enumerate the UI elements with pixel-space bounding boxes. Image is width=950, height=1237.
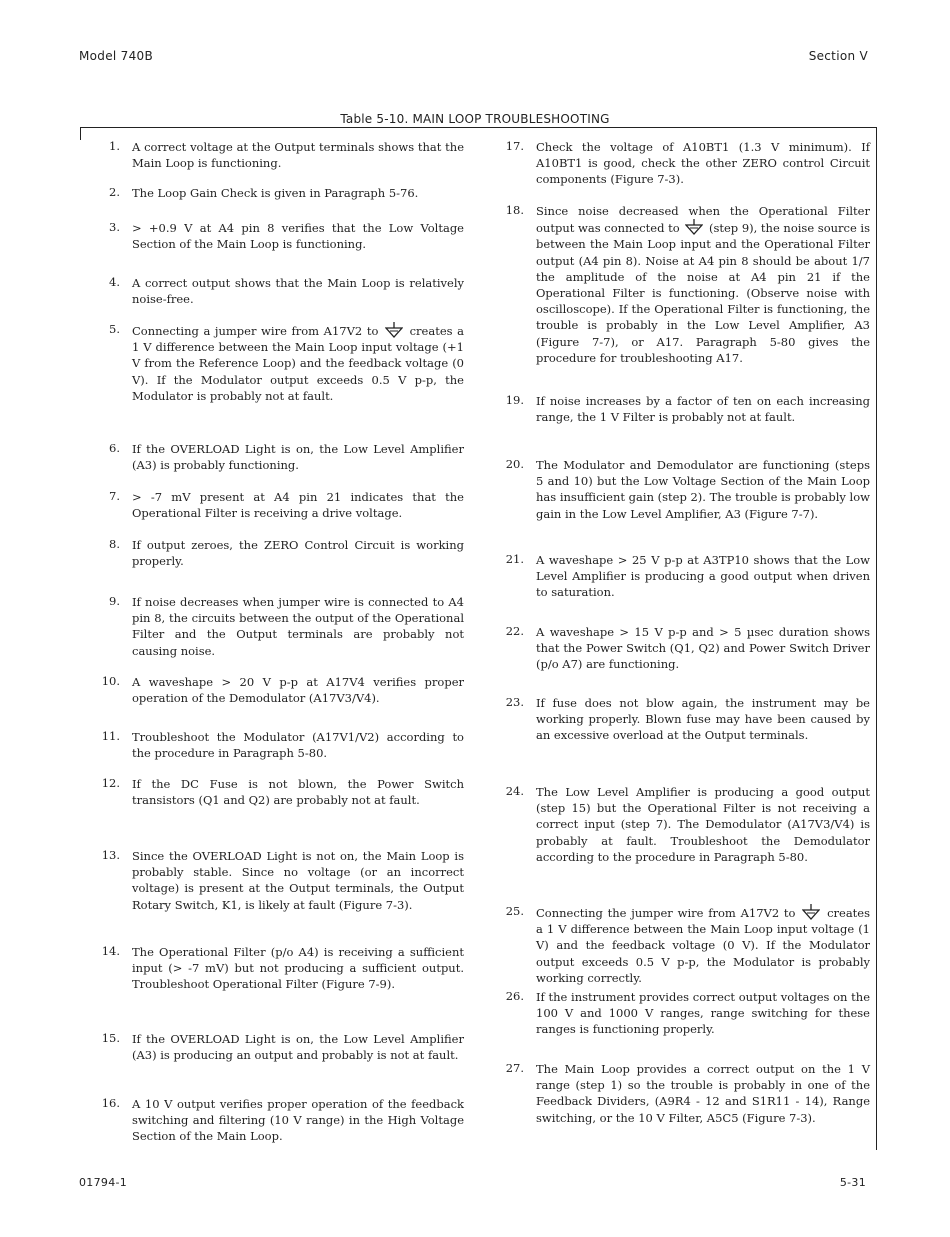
list-item — [86, 944, 464, 993]
list-item — [86, 220, 464, 252]
item-number: 24. — [505, 784, 524, 798]
item-text: Connecting a jumper wire from A17V2 to creates a 1 V difference between the Main Loop input voltage (+1 V from the Reference Loop) and the feedback voltage (0 V). If the Modulator output exceeds 0.5 V p-p, the Modulator is probably not at fault. — [132, 324, 464, 403]
item-text: The Operational Filter (p/o A4) is receiving a sufficient input (> -7 mV) but not producing a sufficient output. Troubleshoot Operational Filter (Figure 7-9). — [132, 945, 464, 992]
list-item — [86, 1096, 464, 1145]
list-item — [86, 848, 464, 913]
section-label: Section V — [808, 49, 868, 63]
item-number: 27. — [505, 1061, 524, 1075]
item-text: A waveshape > 25 V p-p at A3TP10 shows that the Low Level Amplifier is producing a good output when driven to saturation. — [536, 553, 870, 600]
list-item — [498, 695, 870, 744]
document-code: 01794-1 — [79, 1176, 128, 1189]
item-number: 10. — [101, 674, 120, 688]
ground-symbol-icon — [385, 322, 403, 338]
item-text: The Low Level Amplifier is producing a good output (step 15) but the Operational Filter is not receiving a correct input (step 7). The Demodulator (A17V3/V4) is probably at fault. Troubleshoot the Demodulator according to the procedure in Paragraph 5-80. — [536, 785, 870, 864]
item-text: A 10 V output verifies proper operation of the feedback switching and filtering (10 V range) in the High Voltage Section of the Main Loop. — [132, 1097, 464, 1144]
list-item — [86, 674, 464, 706]
item-text: A waveshape > 15 V p-p and > 5 µsec duration shows that the Power Switch (Q1, Q2) and Power Switch Driver (p/o A7) are functioning. — [536, 625, 870, 672]
list-item — [498, 784, 870, 865]
table-title: Table 5-10. MAIN LOOP TROUBLESHOOTING — [340, 112, 610, 126]
list-item — [86, 489, 464, 521]
item-text: If fuse does not blow again, the instrument may be working properly. Blown fuse may have been caused by an excessive overload at the Output terminals. — [536, 696, 870, 743]
item-number: 20. — [505, 457, 524, 471]
item-text: A waveshape > 20 V p-p at A17V4 verifies proper operation of the Demodulator (A17V3/V4). — [132, 675, 464, 706]
item-text: Troubleshoot the Modulator (A17V1/V2) according to the procedure in Paragraph 5-80. — [132, 730, 464, 761]
list-item — [86, 322, 464, 404]
item-number: 3. — [109, 220, 120, 234]
ground-symbol-icon — [685, 219, 703, 235]
item-number: 4. — [109, 275, 120, 289]
item-text: If the instrument provides correct output voltages on the 100 V and 1000 V ranges, range switching for these ranges is functioning properly. — [536, 990, 870, 1037]
item-number: 15. — [101, 1031, 120, 1045]
item-text: If noise increases by a factor of ten on each increasing range, the 1 V Filter is probably not at fault. — [536, 394, 870, 425]
item-number: 6. — [109, 441, 120, 455]
item-text: If output zeroes, the ZERO Control Circuit is working properly. — [132, 538, 464, 569]
item-text: > +0.9 V at A4 pin 8 verifies that the Low Voltage Section of the Main Loop is functioning. — [132, 221, 464, 252]
item-number: 21. — [505, 552, 524, 566]
item-text: If the DC Fuse is not blown, the Power Switch transistors (Q1 and Q2) are probably not at fault. — [132, 777, 464, 808]
list-item — [86, 729, 464, 761]
list-item — [498, 393, 870, 425]
list-item — [86, 139, 464, 171]
item-number: 19. — [505, 393, 524, 407]
item-number: 11. — [101, 729, 120, 743]
item-number: 8. — [109, 537, 120, 551]
item-number: 14. — [101, 944, 120, 958]
model-label: Model 740B — [79, 49, 153, 63]
item-text: The Loop Gain Check is given in Paragraph 5-76. — [132, 186, 419, 200]
item-text: If the OVERLOAD Light is on, the Low Level Amplifier (A3) is producing an output and probably is not at fault. — [132, 1032, 464, 1063]
item-number: 16. — [101, 1096, 120, 1110]
list-item — [498, 203, 870, 366]
list-item — [86, 441, 464, 473]
item-number: 18. — [505, 203, 524, 217]
item-text: Since the OVERLOAD Light is not on, the Main Loop is probably stable. Since no voltage (or an incorrect voltage) is present at the Output terminals, the Output Rotary Switch, K1, is likely at fault (Figure 7-3). — [132, 849, 464, 912]
list-item — [86, 185, 464, 201]
item-number: 22. — [505, 624, 524, 638]
item-text: A correct output shows that the Main Loop is relatively noise-free. — [132, 276, 464, 307]
list-item — [86, 537, 464, 569]
list-item — [498, 552, 870, 601]
item-number: 1. — [109, 139, 120, 153]
list-item — [86, 275, 464, 307]
list-item — [498, 624, 870, 673]
item-text: A correct voltage at the Output terminals shows that the Main Loop is functioning. — [132, 140, 464, 171]
page-number: 5-31 — [839, 1176, 866, 1189]
list-item — [86, 594, 464, 659]
item-number: 17. — [505, 139, 524, 153]
ground-symbol-icon — [802, 904, 820, 920]
item-text: > -7 mV present at A4 pin 21 indicates that the Operational Filter is receiving a drive voltage. — [132, 490, 464, 521]
list-item — [86, 776, 464, 808]
list-item — [498, 989, 870, 1038]
item-text: If the OVERLOAD Light is on, the Low Level Amplifier (A3) is probably functioning. — [132, 442, 464, 473]
item-number: 2. — [109, 185, 120, 199]
item-text: The Modulator and Demodulator are functioning (steps 5 and 10) but the Low Voltage Section of the Main Loop has insufficient gain (step 2). The trouble is probably low gain in the Low Level Amplifier, A3 (Figure 7-7). — [536, 458, 870, 521]
list-item — [498, 139, 870, 188]
item-number: 25. — [505, 904, 524, 918]
item-number: 5. — [109, 322, 120, 336]
item-number: 12. — [101, 776, 120, 790]
item-text: The Main Loop provides a correct output on the 1 V range (step 1) so the trouble is probably in one of the Feedback Dividers, (A9R4 - 12 and S1R11 - 14), Range switching, or the 10 V Filter, A5C5 (Figure 7-3). — [536, 1062, 870, 1125]
item-number: 13. — [101, 848, 120, 862]
item-number: 7. — [109, 489, 120, 503]
item-text: If noise decreases when jumper wire is connected to A4 pin 8, the circuits between the output of the Operational Filter and the Output terminals are probably not causing noise. — [132, 595, 464, 658]
item-number: 26. — [505, 989, 524, 1003]
item-text: Connecting the jumper wire from A17V2 to creates a 1 V difference between the Main Loop input voltage (1 V) and the feedback voltage (0 V). If the Modulator output exceeds 0.5 V p-p, the Modulator is probably working correctly. — [536, 906, 871, 985]
item-text: Since noise decreased when the Operational Filter output was connected to (step 9), the noise source is between the Main Loop input and the Operational Filter output (A4 pin 8). Noise at A4 pin 8 should be about 1/7 the amplitude of the noise at A4 pin 21 if the Operational Filter is functioning. (Observe noise with oscilloscope). If the Operational Filter is functioning, the trouble is probably in the Low Level Amplifier, A3 (Figure 7-7), or A17. Paragraph 5-80 gives the procedure for troubleshooting A17. — [536, 204, 871, 365]
item-number: 23. — [505, 695, 524, 709]
list-item — [498, 1061, 870, 1126]
list-item — [498, 904, 870, 986]
item-text: Check the voltage of A10BT1 (1.3 V minimum). If A10BT1 is good, check the other ZERO control Circuit components (Figure 7-3). — [536, 140, 870, 187]
list-item — [86, 1031, 464, 1063]
item-number: 9. — [109, 594, 120, 608]
list-item — [498, 457, 870, 522]
